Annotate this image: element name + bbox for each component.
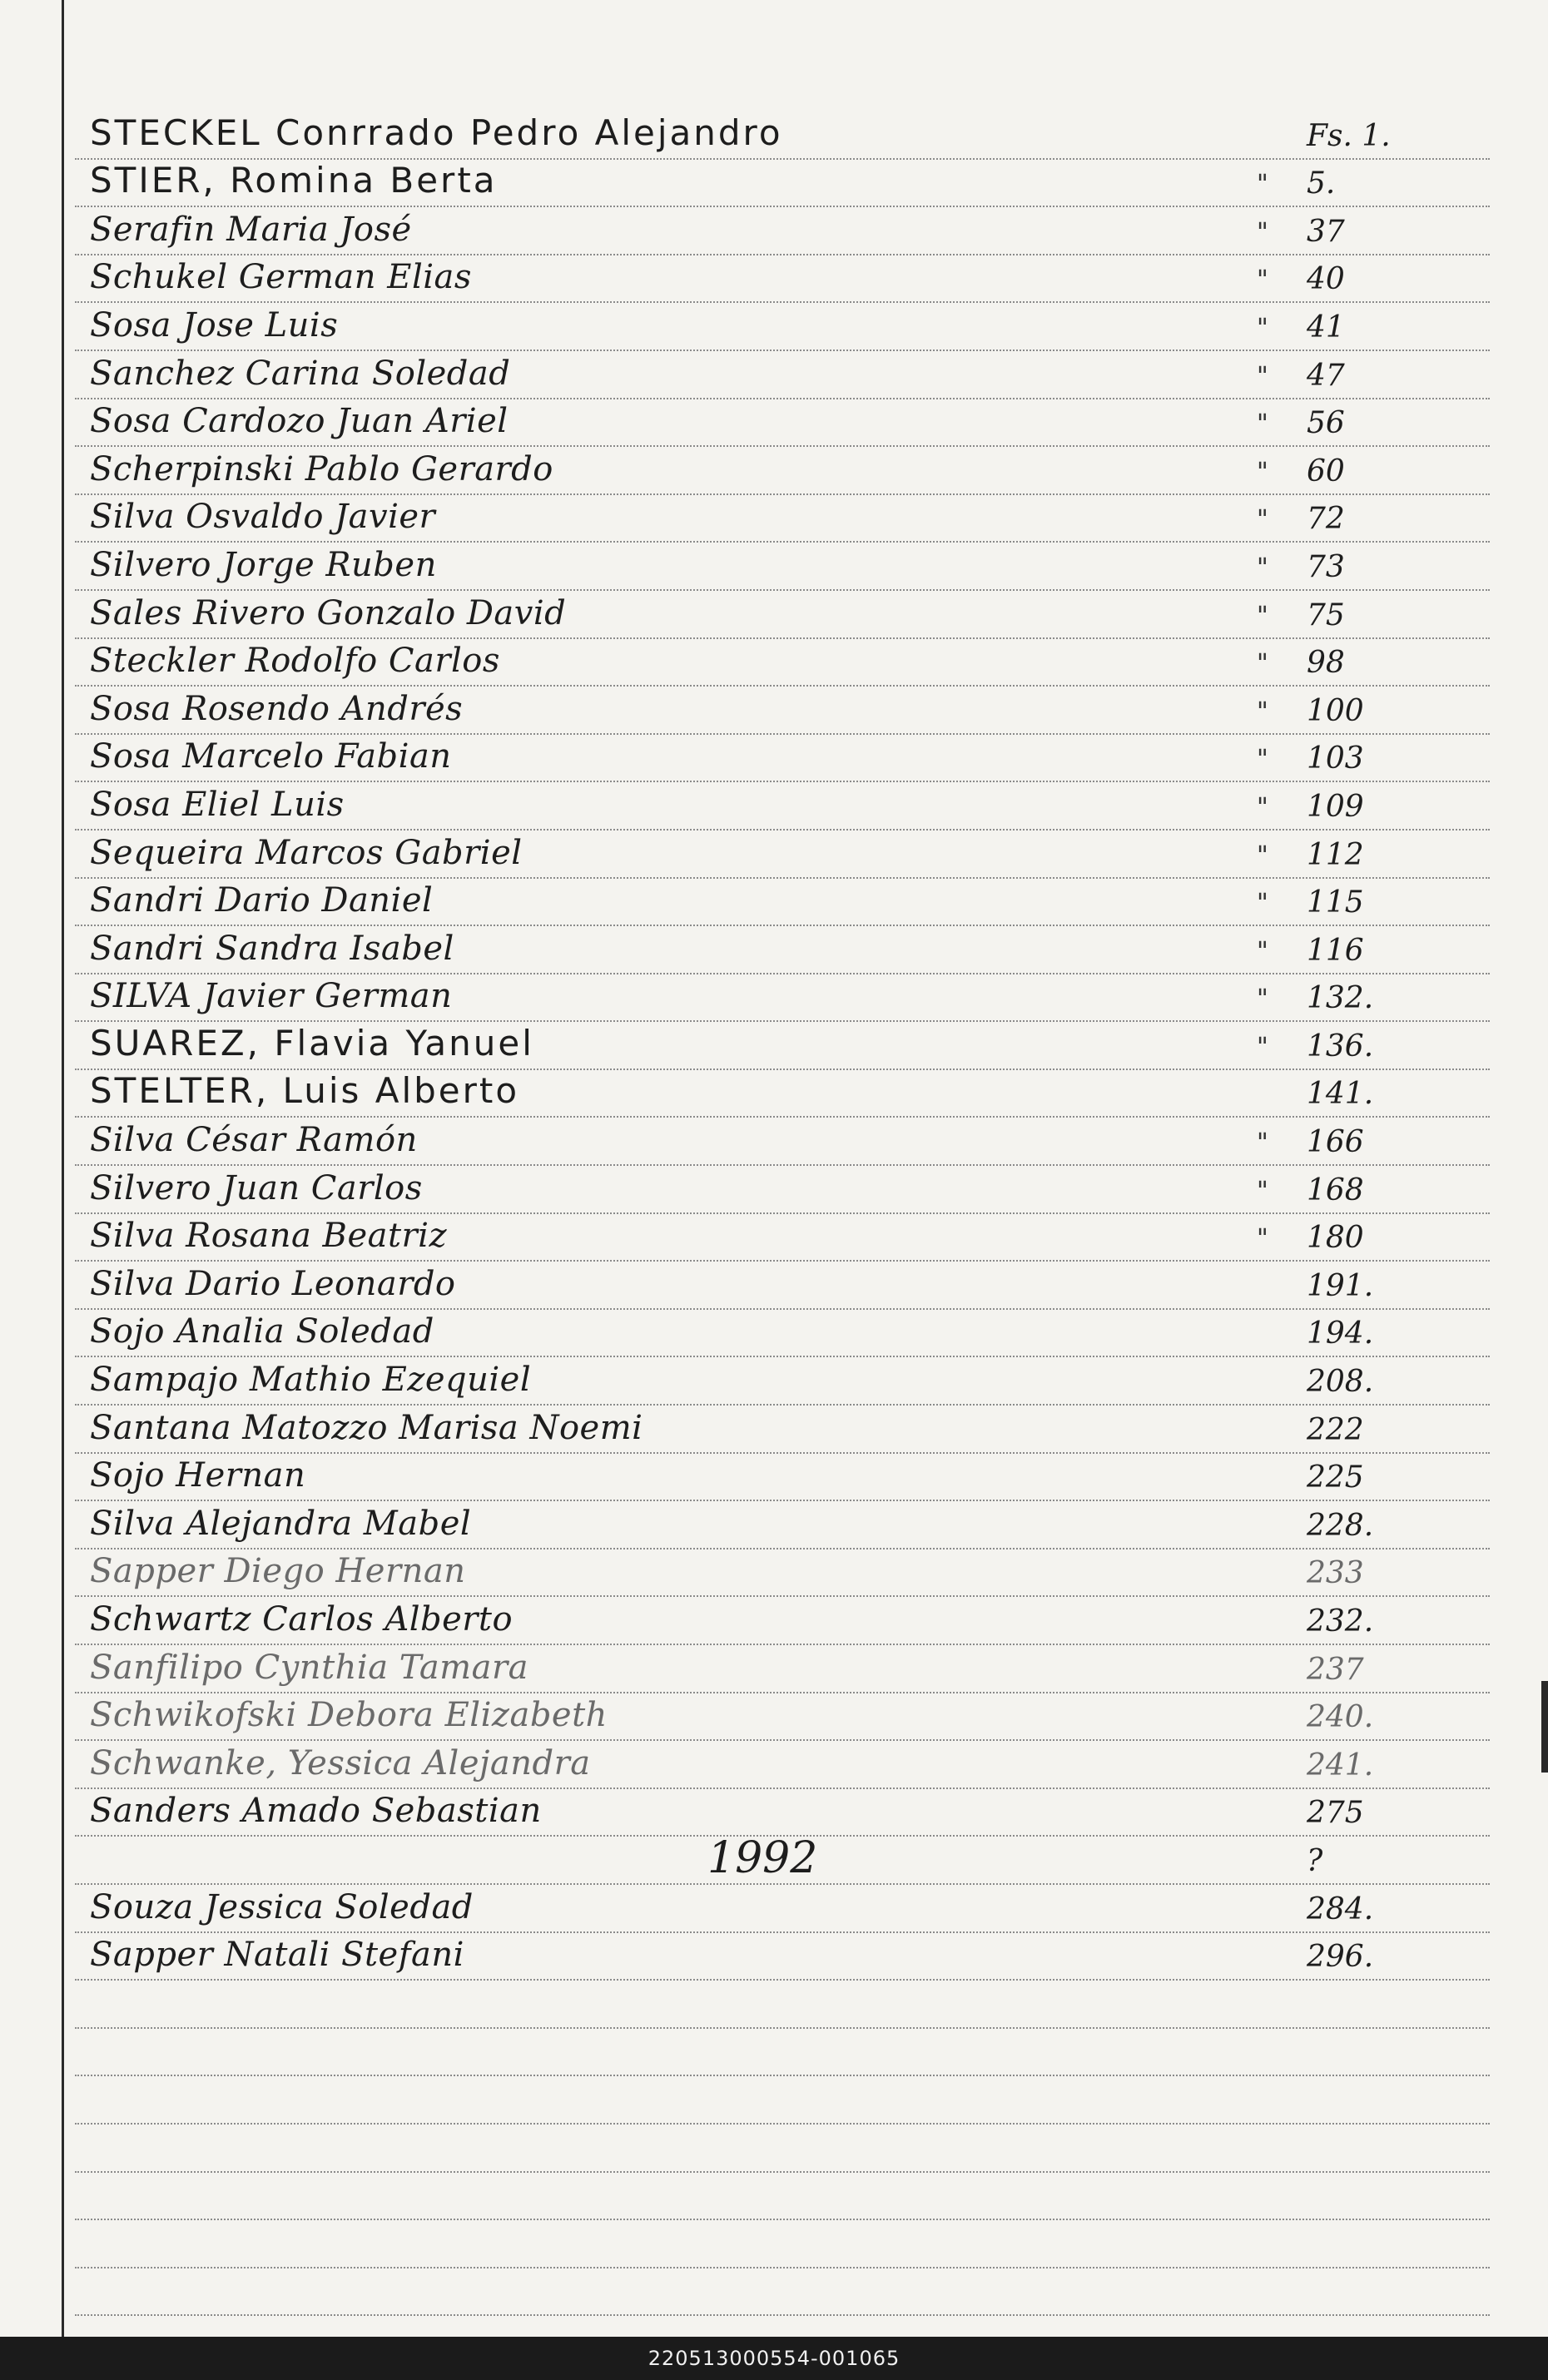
folio-number: 109 bbox=[1307, 789, 1364, 824]
entry-name: STELTER, Luis Alberto bbox=[90, 1070, 520, 1112]
folio-number: 98 bbox=[1307, 646, 1345, 681]
entry-name: Schwartz Carlos Alberto bbox=[90, 1600, 514, 1639]
ledger-row bbox=[75, 926, 1490, 974]
entry-name: Sapper Diego Hernan bbox=[90, 1552, 466, 1591]
edge-mark bbox=[1541, 1681, 1548, 1773]
scan-id: 220513000554-001065 bbox=[647, 2347, 901, 2370]
entry-name: Sanders Amado Sebastian bbox=[90, 1792, 542, 1831]
ledger-row bbox=[75, 112, 1490, 160]
ditto-mark: " bbox=[1257, 889, 1268, 919]
entry-name: Steckler Rodolfo Carlos bbox=[90, 642, 500, 681]
folio-number: 41 bbox=[1307, 310, 1345, 345]
folio-number: Fs. 1. bbox=[1307, 118, 1391, 153]
folio-number: 275 bbox=[1307, 1796, 1364, 1831]
ledger-list bbox=[75, 112, 1490, 2316]
folio-number: 240. bbox=[1307, 1700, 1374, 1735]
entry-name: Sandri Sandra Isabel bbox=[90, 929, 454, 968]
folio-number: 103 bbox=[1307, 741, 1364, 776]
ditto-mark: " bbox=[1257, 697, 1268, 726]
ledger-row bbox=[75, 1645, 1490, 1693]
folio-number: 284. bbox=[1307, 1892, 1374, 1926]
ledger-row bbox=[75, 1406, 1490, 1454]
ledger-row bbox=[75, 399, 1490, 448]
folio-number: 73 bbox=[1307, 549, 1345, 584]
entry-name: Serafin Maria José bbox=[90, 210, 412, 249]
entry-name: Sosa Marcelo Fabian bbox=[90, 737, 452, 776]
ledger-row bbox=[75, 591, 1490, 639]
ditto-mark: " bbox=[1257, 361, 1268, 391]
ledger-row bbox=[75, 495, 1490, 543]
entry-name: Sapper Natali Stefani bbox=[90, 1936, 464, 1975]
folio-number: 116 bbox=[1307, 933, 1364, 968]
entry-name: Silva Rosana Beatriz bbox=[90, 1217, 448, 1256]
folio-number: 132. bbox=[1307, 981, 1374, 1016]
entry-name: Sosa Rosendo Andrés bbox=[90, 689, 464, 728]
ledger-row bbox=[75, 1832, 1490, 1885]
folio-number: 136. bbox=[1307, 1029, 1374, 1064]
entry-name: Silva César Ramón bbox=[90, 1121, 418, 1160]
entry-name: Sales Rivero Gonzalo David bbox=[90, 593, 567, 632]
ledger-row bbox=[75, 1022, 1490, 1070]
scan-id-footer bbox=[0, 2337, 1548, 2380]
ledger-row bbox=[75, 1214, 1490, 1262]
ledger-row bbox=[75, 207, 1490, 255]
entry-name: Silvero Jorge Ruben bbox=[90, 545, 437, 584]
folio-number: 37 bbox=[1307, 214, 1345, 249]
ditto-mark: " bbox=[1257, 936, 1268, 966]
ledger-row bbox=[75, 2268, 1490, 2317]
folio-number: 232. bbox=[1307, 1604, 1374, 1639]
folio-number: 112 bbox=[1307, 837, 1364, 872]
entry-name: Sanchez Carina Soledad bbox=[90, 354, 511, 393]
folio-number: 166 bbox=[1307, 1125, 1364, 1160]
ledger-row bbox=[75, 879, 1490, 927]
entry-name: STECKEL Conrrado Pedro Alejandro bbox=[90, 112, 783, 153]
ledger-row bbox=[75, 2029, 1490, 2077]
ledger-row bbox=[75, 1166, 1490, 1214]
folio-number: 208. bbox=[1307, 1365, 1374, 1400]
entry-name: Sosa Eliel Luis bbox=[90, 785, 345, 824]
ditto-mark: " bbox=[1257, 409, 1268, 439]
ledger-row bbox=[75, 2076, 1490, 2125]
year-annotation: 1992 bbox=[707, 1832, 818, 1883]
entry-name: Sanfilipo Cynthia Tamara bbox=[90, 1648, 528, 1687]
margin-line bbox=[62, 0, 64, 2337]
folio-number: 222 bbox=[1307, 1412, 1364, 1447]
entry-name: Souza Jessica Soledad bbox=[90, 1887, 474, 1926]
folio-number: 241. bbox=[1307, 1748, 1374, 1783]
ditto-mark: " bbox=[1257, 601, 1268, 631]
folio-number: 225 bbox=[1307, 1460, 1364, 1495]
ledger-row bbox=[75, 1789, 1490, 1837]
ledger-row bbox=[75, 1741, 1490, 1789]
ledger-row bbox=[75, 1933, 1490, 1981]
entry-name: SILVA Javier German bbox=[90, 977, 453, 1016]
ditto-mark: " bbox=[1257, 505, 1268, 535]
entry-name: Santana Matozzo Marisa Noemi bbox=[90, 1408, 643, 1447]
entry-name: Sequeira Marcos Gabriel bbox=[90, 833, 523, 872]
folio-number: 141. bbox=[1307, 1077, 1374, 1112]
ditto-mark: " bbox=[1257, 217, 1268, 247]
ditto-mark: " bbox=[1257, 984, 1268, 1014]
ledger-row bbox=[75, 1454, 1490, 1502]
ditto-mark: " bbox=[1257, 1176, 1268, 1206]
ledger-row bbox=[75, 1357, 1490, 1406]
ledger-row bbox=[75, 974, 1490, 1023]
ditto-mark: " bbox=[1257, 649, 1268, 679]
ditto-mark: " bbox=[1257, 792, 1268, 822]
folio-number: 168 bbox=[1307, 1173, 1364, 1207]
entry-name: Sandri Dario Daniel bbox=[90, 881, 434, 920]
entry-name: Silvero Juan Carlos bbox=[90, 1168, 423, 1207]
folio-number: 40 bbox=[1307, 262, 1345, 297]
ledger-row bbox=[75, 687, 1490, 735]
entry-name: STIER, Romina Berta bbox=[90, 160, 498, 201]
ledger-row bbox=[75, 1118, 1490, 1166]
entry-name: Sampajo Mathio Ezequiel bbox=[90, 1361, 532, 1400]
ledger-row bbox=[75, 160, 1490, 208]
ledger-row bbox=[75, 1310, 1490, 1358]
ledger-row bbox=[75, 447, 1490, 495]
entry-name: SUAREZ, Flavia Yanuel bbox=[90, 1022, 534, 1064]
folio-number: 180 bbox=[1307, 1221, 1364, 1256]
ledger-row bbox=[75, 639, 1490, 687]
ditto-mark: " bbox=[1257, 1128, 1268, 1158]
ledger-row bbox=[75, 1885, 1490, 1933]
folio-number: 75 bbox=[1307, 597, 1345, 632]
folio-number: 5. bbox=[1307, 166, 1336, 201]
folio-number: 233 bbox=[1307, 1556, 1364, 1591]
ditto-mark: " bbox=[1257, 553, 1268, 583]
entry-name: Sosa Cardozo Juan Ariel bbox=[90, 402, 509, 441]
folio-number: ? bbox=[1307, 1843, 1323, 1878]
ditto-mark: " bbox=[1257, 1032, 1268, 1062]
entry-name: Sojo Analia Soledad bbox=[90, 1312, 434, 1351]
ditto-mark: " bbox=[1257, 745, 1268, 775]
ditto-mark: " bbox=[1257, 1224, 1268, 1254]
ledger-row bbox=[75, 1262, 1490, 1310]
ledger-row bbox=[75, 543, 1490, 591]
ditto-mark: " bbox=[1257, 313, 1268, 343]
folio-number: 228. bbox=[1307, 1508, 1374, 1543]
folio-number: 194. bbox=[1307, 1316, 1374, 1351]
folio-number: 56 bbox=[1307, 406, 1345, 441]
ledger-row bbox=[75, 1693, 1490, 1742]
ditto-mark: " bbox=[1257, 457, 1268, 487]
ditto-mark: " bbox=[1257, 840, 1268, 870]
ledger-row bbox=[75, 1549, 1490, 1598]
ledger-row bbox=[75, 1981, 1490, 2029]
entry-name: Schwanke, Yessica Alejandra bbox=[90, 1743, 591, 1783]
ledger-row bbox=[75, 782, 1490, 831]
entry-name: Silva Osvaldo Javier bbox=[90, 498, 436, 537]
folio-number: 72 bbox=[1307, 502, 1345, 537]
ledger-row bbox=[75, 255, 1490, 304]
entry-name: Schukel German Elias bbox=[90, 258, 472, 297]
folio-number: 100 bbox=[1307, 693, 1364, 728]
entry-name: Scherpinski Pablo Gerardo bbox=[90, 449, 553, 488]
ledger-row bbox=[75, 735, 1490, 783]
entry-name: Schwikofski Debora Elizabeth bbox=[90, 1696, 608, 1735]
folio-number: 115 bbox=[1307, 885, 1364, 920]
ledger-row bbox=[75, 1070, 1490, 1118]
ledger-row bbox=[75, 831, 1490, 879]
ledger-row bbox=[75, 2125, 1490, 2173]
entry-name: Silva Alejandra Mabel bbox=[90, 1504, 472, 1543]
ledger-row bbox=[75, 2220, 1490, 2268]
ledger-row bbox=[75, 1597, 1490, 1645]
folio-number: 237 bbox=[1307, 1652, 1364, 1687]
entry-name: Silva Dario Leonardo bbox=[90, 1264, 456, 1303]
ditto-mark: " bbox=[1257, 170, 1268, 200]
folio-number: 296. bbox=[1307, 1940, 1374, 1975]
folio-number: 191. bbox=[1307, 1268, 1374, 1303]
folio-number: 60 bbox=[1307, 454, 1345, 488]
ledger-row bbox=[75, 1501, 1490, 1549]
folio-number: 47 bbox=[1307, 358, 1345, 393]
ledger-row bbox=[75, 2173, 1490, 2221]
ledger-row bbox=[75, 303, 1490, 351]
ditto-mark: " bbox=[1257, 265, 1268, 295]
entry-name: Sojo Hernan bbox=[90, 1456, 306, 1495]
ledger-row bbox=[75, 351, 1490, 399]
entry-name: Sosa Jose Luis bbox=[90, 305, 339, 345]
